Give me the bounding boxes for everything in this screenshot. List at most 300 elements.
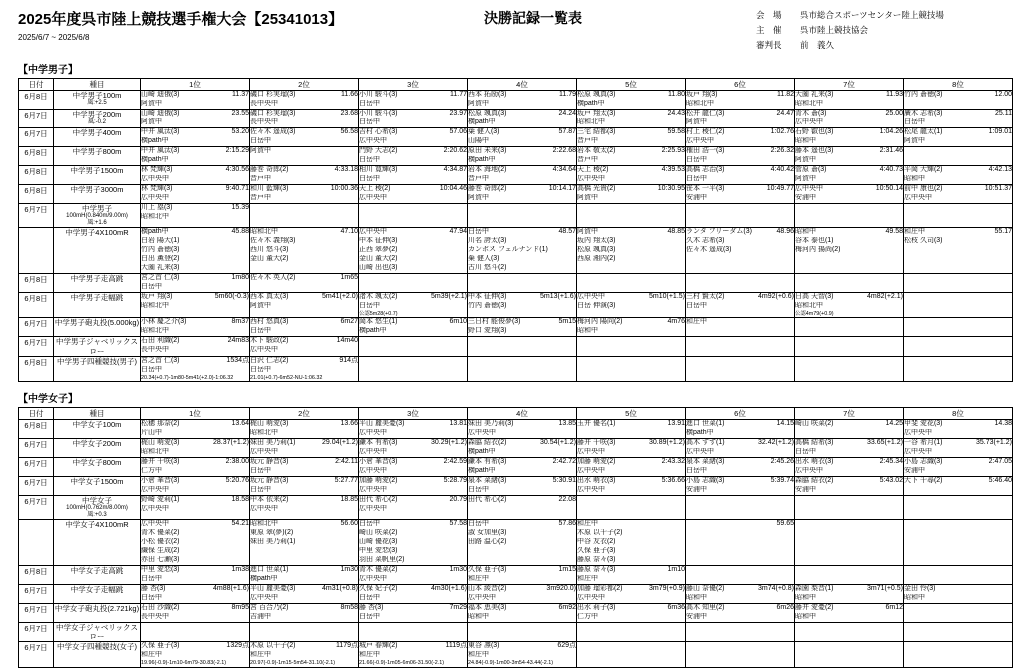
result-name: 小島 志織(3)	[904, 458, 943, 466]
result-athlete	[577, 420, 685, 429]
cell-result	[686, 109, 795, 128]
result-athlete	[141, 604, 249, 613]
event-name: 中学女子四種競技(女子)	[57, 642, 137, 652]
result-name: 梅河内 揚尚(2)	[795, 246, 841, 254]
result-detail	[468, 467, 576, 476]
result-name: 西村 悠真(3)	[250, 318, 289, 326]
cell-result	[577, 292, 686, 317]
result-detail	[359, 246, 467, 255]
result-name: 昭和北中	[577, 118, 605, 126]
result-detail	[686, 175, 794, 184]
result-athlete	[686, 458, 794, 467]
result-name: 坂内 翔太(3)	[577, 237, 616, 245]
result-name: 白岳中	[468, 520, 489, 528]
result-detail	[686, 156, 794, 165]
cell-result	[359, 495, 468, 519]
result-name: 長中央中	[250, 118, 278, 126]
result-mark: 5m41(+2.0)	[322, 292, 358, 300]
result-name: 白岳中	[359, 612, 380, 620]
result-detail	[141, 505, 249, 514]
cell-date: 6月8日	[19, 147, 54, 166]
result-athlete	[141, 147, 249, 156]
result-detail	[795, 467, 903, 476]
cell-result	[250, 622, 359, 642]
result-mark: 4m82(+2.1)	[867, 292, 903, 300]
event-name: 中学女子1500m	[70, 477, 124, 487]
result-name: 和庄中	[577, 574, 598, 582]
result-detail	[686, 302, 794, 311]
result-detail	[577, 246, 685, 255]
cell-event	[54, 128, 141, 147]
cell-result	[250, 185, 359, 204]
result-mark: 48.96	[776, 228, 794, 236]
result-mark: 2:45.34	[879, 458, 903, 466]
cell-result	[141, 147, 250, 166]
result-name: 中本 依来(2)	[250, 495, 289, 503]
table-row	[19, 584, 1013, 603]
result-detail	[250, 613, 358, 622]
result-name: 広中央中	[795, 185, 823, 193]
result-name: 阿賀中	[468, 99, 489, 107]
result-detail	[795, 448, 903, 457]
result-detail	[904, 137, 1012, 146]
result-mark: 57.87	[558, 128, 576, 136]
result-name: 広中央中	[141, 175, 169, 183]
header-info	[756, 8, 1006, 53]
result-detail	[359, 547, 467, 556]
result-athlete	[141, 166, 249, 175]
result-name: 藤井 千咲(3)	[577, 439, 616, 447]
result-mark: 10:04.46	[439, 185, 467, 193]
result-name: 田代 希心(2)	[468, 495, 507, 503]
result-detail	[359, 651, 467, 660]
result-name: 中井 風汰(3)	[141, 128, 180, 136]
cell-result	[904, 228, 1013, 274]
cell-event	[54, 439, 141, 458]
result-name: 林 梵輝(3)	[141, 166, 173, 174]
result-athlete	[577, 147, 685, 156]
result-athlete	[141, 566, 249, 575]
result-name: 宮 百合乃(2)	[250, 603, 289, 611]
result-detail	[250, 505, 358, 514]
cell-result	[577, 204, 686, 228]
table-row	[19, 147, 1013, 166]
result-name: 松原 颯真(3)	[577, 90, 616, 98]
result-name: 阿賀中	[141, 118, 162, 126]
result-name: 青木 優菜(2)	[359, 565, 398, 573]
cell-result	[577, 356, 686, 381]
cell-result	[577, 273, 686, 292]
cell-event	[54, 273, 141, 292]
result-name: 広中央中	[250, 504, 278, 512]
result-athlete	[577, 477, 685, 486]
cell-result	[904, 420, 1013, 439]
cell-result	[795, 439, 904, 458]
result-name: 平山 麗美憂(3)	[359, 420, 405, 428]
cell-event	[54, 520, 141, 566]
result-name: 白岳中	[359, 99, 380, 107]
result-name: 藤山 奈優(2)	[686, 584, 725, 592]
cell-result	[141, 495, 250, 519]
result-mark: 914点	[339, 356, 358, 364]
result-name: 昭和北中	[250, 429, 278, 437]
cell-date: 6月8日	[19, 420, 54, 439]
result-detail	[577, 613, 685, 622]
cell-result	[359, 420, 468, 439]
result-name: 竹内 蒼徳(3)	[141, 246, 180, 254]
result-name: 横path中	[468, 448, 496, 456]
result-detail	[250, 175, 358, 184]
result-name: 昭和北中	[250, 520, 278, 528]
cell-result	[359, 292, 468, 317]
cell-result	[795, 337, 904, 357]
result-mark: 2:26.32	[770, 147, 794, 155]
event-name: 中学男子四種競技(男子)	[57, 356, 137, 366]
result-detail	[250, 429, 358, 438]
result-detail	[468, 100, 576, 109]
table-row	[19, 439, 1013, 458]
cell-date: 6月7日	[19, 439, 54, 458]
result-athlete	[577, 166, 685, 175]
result-detail	[141, 100, 249, 109]
result-athlete	[795, 293, 903, 302]
event-detail: 風:+1.6	[87, 220, 107, 227]
result-athlete	[577, 439, 685, 448]
result-detail	[141, 255, 249, 264]
result-detail	[468, 448, 576, 457]
page-header	[0, 0, 1024, 53]
cell-result	[904, 565, 1013, 584]
result-mark: 8m58	[340, 603, 358, 611]
result-athlete	[468, 566, 576, 575]
result-name: 淑 女加里(3)	[468, 529, 507, 537]
result-detail	[250, 366, 358, 375]
result-name: 阿賀中	[577, 228, 598, 236]
result-name: 藤原 奈々(3)	[577, 555, 616, 563]
cell-result	[359, 90, 468, 109]
cell-result	[141, 318, 250, 337]
result-detail	[795, 137, 903, 146]
result-name: 白岳中	[359, 593, 380, 601]
result-name: 白岳中	[468, 486, 489, 493]
cell-event	[54, 458, 141, 477]
result-mark: 1m30	[340, 565, 358, 573]
result-athlete	[250, 337, 358, 346]
result-detail	[141, 529, 249, 538]
result-athlete	[686, 110, 794, 119]
result-detail	[250, 448, 358, 457]
result-athlete	[359, 585, 467, 594]
result-athlete	[250, 166, 358, 175]
cell-result	[359, 356, 468, 381]
result-athlete	[250, 185, 358, 194]
result-name: 棄 健人(3)	[468, 255, 500, 263]
event-name: 中学女子ジャベリックスロー	[56, 622, 138, 641]
result-name: 日高 天智(3)	[795, 292, 834, 300]
result-name: 広中央中	[359, 429, 387, 437]
result-name: 出水 萌衣(3)	[795, 458, 834, 466]
result-name: 昭和中	[795, 137, 816, 145]
result-mark: 4:40.73	[879, 166, 903, 174]
cell-result	[795, 603, 904, 622]
result-athlete	[468, 439, 576, 448]
result-mark: 14m40	[336, 337, 358, 345]
result-name: 音戸中	[577, 137, 598, 145]
cell-result	[577, 603, 686, 622]
cell-result	[468, 147, 577, 166]
result-mark: 32.42(+1.2)	[758, 439, 794, 447]
result-detail	[359, 529, 467, 538]
cell-result	[250, 204, 359, 228]
result-mark: 13.91	[667, 420, 685, 428]
result-name: 原田 未来(3)	[468, 147, 507, 155]
result-mark: 4:34.64	[552, 166, 576, 174]
result-athlete	[468, 585, 576, 594]
result-athlete	[141, 128, 249, 137]
result-name: 昭和中	[686, 593, 707, 601]
result-name: 青木 蒼(3)	[795, 109, 827, 117]
cell-result	[686, 495, 795, 519]
result-mark: 8m95	[231, 603, 249, 611]
cell-result	[904, 520, 1013, 566]
result-detail	[250, 246, 358, 255]
table-row	[19, 204, 1013, 228]
result-mark: 53.20	[231, 128, 249, 136]
event-name: 中学女子	[82, 495, 112, 505]
result-athlete	[904, 477, 1012, 486]
result-name: 西本 拓励(3)	[468, 90, 507, 98]
result-name: 石田 沙織(2)	[141, 603, 180, 611]
column-header: 3位	[359, 78, 468, 90]
result-detail	[468, 613, 576, 622]
result-name: 広中央中	[359, 448, 387, 456]
result-name: 和庄中	[904, 228, 925, 236]
cell-result	[141, 292, 250, 317]
result-mark: 55.17	[994, 228, 1012, 236]
result-athlete	[686, 420, 794, 429]
result-detail	[468, 429, 576, 438]
result-name: 一谷 希月(1)	[904, 439, 943, 447]
result-detail	[250, 651, 358, 660]
result-name: 高木 すず(1)	[686, 439, 725, 447]
result-breakdown: 21.66(-0.9)-1m05-6m06-31.50(-2.1)	[359, 660, 445, 667]
cell-result	[686, 204, 795, 228]
result-athlete	[795, 604, 903, 613]
result-athlete	[250, 566, 358, 575]
result-mark: 1m15	[558, 565, 576, 573]
result-mark: 1179点	[335, 642, 358, 650]
result-detail	[141, 594, 249, 603]
result-name: 音戸中	[577, 156, 598, 164]
result-name: 広中央中	[468, 593, 496, 601]
result-athlete	[468, 458, 576, 467]
result-athlete	[577, 128, 685, 137]
result-detail	[795, 302, 903, 311]
header-left	[18, 8, 448, 42]
info-referee-label: 審判長	[756, 39, 782, 50]
result-name: 藤巻 奇郎(2)	[250, 166, 289, 174]
cell-result	[250, 228, 359, 274]
cell-result	[359, 584, 468, 603]
result-name: 白岳中	[686, 467, 707, 475]
result-athlete	[141, 318, 249, 327]
cell-event	[54, 420, 141, 439]
result-name: 天上 稜(2)	[577, 166, 609, 174]
result-name: 広中央中	[686, 137, 714, 145]
result-name: 昭和中	[577, 327, 598, 335]
result-name: 森脇 結衣(2)	[468, 439, 507, 447]
result-athlete	[795, 166, 903, 175]
result-mark: 49.58	[885, 228, 903, 236]
cell-result	[359, 565, 468, 584]
event-detail: 100mH(0.840m/9.00m)	[66, 213, 128, 220]
result-detail	[795, 486, 903, 495]
result-name: 白岳中	[468, 228, 489, 236]
cell-date: 6月8日	[19, 292, 54, 317]
result-name: 藤原 奈々(3)	[577, 565, 616, 573]
cell-result	[250, 439, 359, 458]
cell-result	[359, 128, 468, 147]
table-row	[19, 337, 1013, 357]
result-mark: 2:45.26	[770, 458, 794, 466]
cell-result	[359, 520, 468, 566]
cell-result	[795, 128, 904, 147]
cell-result	[686, 565, 795, 584]
result-name: 福本 恵美(3)	[468, 603, 507, 611]
result-name: 青木 優菜(2)	[141, 529, 180, 537]
result-athlete	[468, 604, 576, 613]
result-athlete	[795, 420, 903, 429]
result-athlete	[904, 110, 1012, 119]
result-mark: 1m10	[667, 565, 685, 573]
cell-result	[141, 273, 250, 292]
result-detail	[904, 429, 1012, 438]
result-detail	[141, 547, 249, 556]
event-detail: 風:-0.2	[87, 118, 106, 125]
result-athlete	[141, 458, 249, 467]
result-name: 白岳中	[359, 175, 380, 183]
result-name: 広中央中	[577, 486, 605, 493]
result-athlete	[250, 147, 358, 156]
column-header: 3位	[359, 408, 468, 420]
cell-result	[468, 204, 577, 228]
cell-result	[904, 166, 1013, 185]
event-name: 中学女子800m	[72, 458, 122, 468]
result-detail	[250, 237, 358, 246]
result-name: 石田 利織(2)	[141, 337, 180, 345]
result-name: 中井 風汰(3)	[141, 147, 180, 155]
result-name: 昭和中	[795, 593, 816, 601]
result-name: 梅河内 陽向(2)	[577, 318, 623, 326]
event-name: 中学男子走高跳	[70, 273, 124, 283]
result-name: 泉本 菜緒(3)	[686, 458, 725, 466]
result-name: 坂元 静音(3)	[250, 477, 289, 485]
result-mark: 13.64	[231, 420, 249, 428]
result-athlete	[141, 496, 249, 505]
result-detail	[577, 156, 685, 165]
result-name: 松穂 那奈(2)	[141, 420, 180, 428]
result-name: 天上 稜(2)	[359, 185, 391, 193]
result-athlete	[577, 228, 685, 237]
result-athlete	[359, 566, 467, 575]
event-name: 中学男子200m	[72, 109, 122, 119]
result-name: 西本 真太(3)	[250, 292, 289, 300]
result-detail	[577, 547, 685, 556]
cell-event	[54, 90, 141, 109]
result-detail	[795, 194, 903, 203]
cell-result	[141, 337, 250, 357]
result-detail	[141, 486, 249, 495]
result-name: 白岳中	[250, 467, 271, 475]
result-athlete	[686, 91, 794, 100]
result-athlete	[904, 166, 1012, 175]
result-name: 岩本 海地(2)	[468, 166, 507, 174]
result-name: 梶山 萌愛(3)	[250, 420, 289, 428]
result-detail	[468, 175, 576, 184]
result-mark: 11.37	[232, 90, 249, 98]
column-header: 4位	[468, 408, 577, 420]
cell-date: 6月8日	[19, 90, 54, 109]
result-name: 磯口 杉実瑠(3)	[250, 109, 296, 117]
result-name: 白岳中	[359, 156, 380, 164]
result-name: 長中央中	[141, 612, 169, 620]
cell-result	[686, 185, 795, 204]
cell-result	[468, 166, 577, 185]
result-name: 森園 梨音(1)	[795, 584, 834, 592]
result-name: 広中央中	[359, 194, 387, 202]
result-name: 広中央中	[141, 504, 169, 512]
result-name: 和庄中	[141, 651, 162, 659]
result-name: 藤本 遥也(3)	[795, 147, 834, 155]
result-athlete	[250, 357, 358, 366]
result-name: 阿賀中	[250, 147, 271, 155]
result-name: 広中央中	[141, 194, 169, 202]
result-name: 小林 慶之介(3)	[141, 318, 187, 326]
result-mark: 1m30	[449, 565, 467, 573]
result-name: 吉村 心希(3)	[359, 128, 398, 136]
result-detail	[577, 302, 685, 311]
result-detail	[686, 429, 794, 438]
result-athlete	[359, 318, 467, 327]
result-athlete	[904, 439, 1012, 448]
result-name: 村上 稜仁(2)	[686, 128, 725, 136]
result-name: 横path中	[468, 467, 496, 475]
result-name: 磯口 杉実瑠(3)	[250, 90, 296, 98]
result-name: 佐々木 義翔(3)	[250, 237, 296, 245]
event-name: 中学男子砲丸投(5.000kg)	[54, 318, 140, 328]
result-athlete	[577, 185, 685, 194]
cell-result	[904, 642, 1013, 667]
table-row	[19, 228, 1013, 274]
cell-result	[250, 318, 359, 337]
cell-result	[904, 273, 1013, 292]
result-name: 広中央中	[359, 504, 387, 512]
result-name: 木原 以千子(2)	[250, 642, 296, 650]
result-mark: 2:42.11	[335, 458, 358, 466]
result-name: カンポス フェルナンド(1)	[468, 246, 548, 254]
result-name: 藤 杏(3)	[141, 584, 166, 592]
cell-result	[468, 584, 577, 603]
result-athlete	[468, 166, 576, 175]
event-detail: 風:+2.5	[87, 100, 107, 106]
cell-event	[54, 292, 141, 317]
result-detail	[141, 429, 249, 438]
result-name: 中谷 友衣(2)	[577, 538, 616, 546]
result-athlete	[250, 110, 358, 119]
result-name: 佐々木 遥成(3)	[250, 128, 296, 136]
result-name: 広中央中	[795, 118, 823, 126]
result-name: 白出 薫登(2)	[141, 255, 180, 263]
